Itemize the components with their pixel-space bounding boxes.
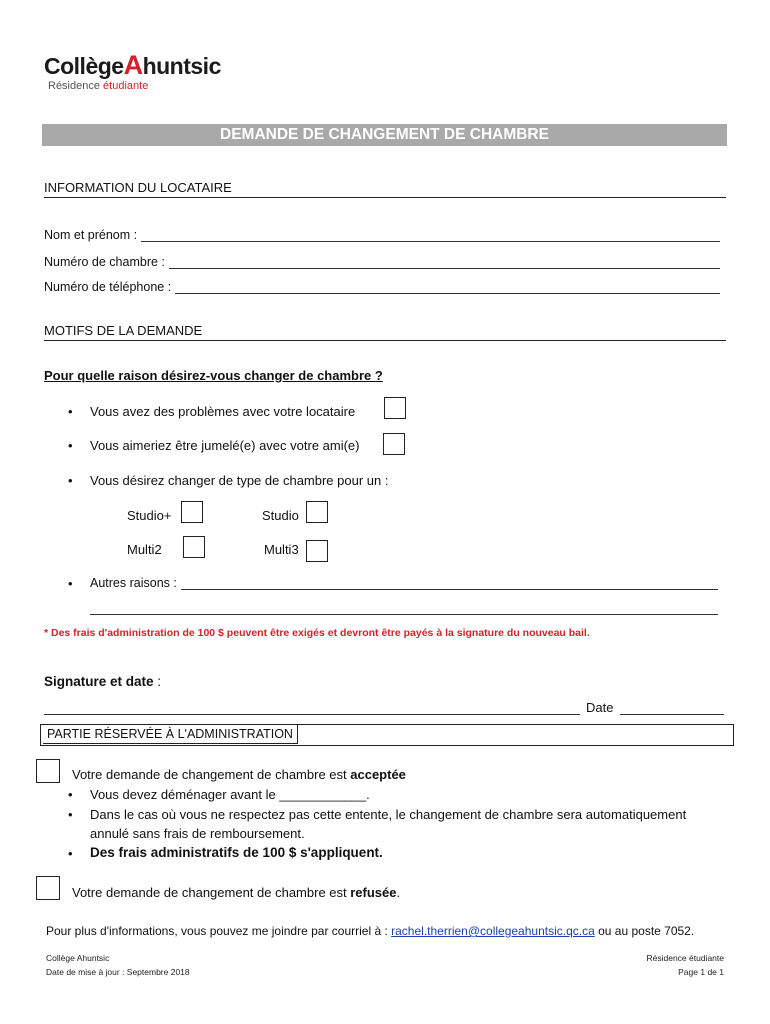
reason-option-2: Vous aimeriez être jumelé(e) avec votre ami(e) [90, 438, 360, 453]
room-type-studio-label: Studio [262, 508, 299, 523]
admin-section [40, 724, 734, 746]
fees-apply-text: Des frais administratifs de 100 $ s'appliquent. [90, 845, 383, 860]
signature-heading [44, 674, 161, 689]
contact-suffix: ou au poste 7052. [598, 924, 695, 938]
accepted-word: acceptée [350, 767, 406, 782]
room-type-studio-plus-checkbox[interactable] [181, 501, 203, 523]
signature-line[interactable] [44, 714, 580, 715]
not-respected-text: Dans le cas où vous ne respectez pas cette entente, le changement de chambre sera automatiquement [90, 807, 687, 822]
not-respected-text-2: annulé sans frais de remboursement. [90, 826, 305, 841]
name-line[interactable] [141, 229, 720, 242]
refused-checkbox[interactable] [36, 876, 60, 900]
bullet-icon: • [68, 438, 73, 453]
bullet-icon: • [68, 787, 73, 802]
bullet-icon: • [68, 473, 73, 488]
room-field[interactable] [44, 255, 720, 269]
other-reasons-line[interactable] [181, 577, 718, 590]
logo-huntsic-text: huntsic [142, 53, 221, 79]
logo-subtitle [48, 80, 148, 92]
logo-college-text: Collège [44, 53, 124, 79]
college-logo [44, 50, 221, 81]
signature-colon: : [153, 674, 162, 689]
refused-prefix: Votre demande de changement de chambre est [72, 885, 347, 900]
reason-1-checkbox[interactable] [384, 397, 406, 419]
room-type-multi3-label: Multi3 [264, 542, 299, 557]
other-reasons-line-2[interactable] [90, 614, 718, 615]
date-label: Date [586, 700, 614, 715]
phone-label: Numéro de téléphone : [44, 280, 172, 294]
reason-option-3: Vous désirez changer de type de chambre pour un : [90, 473, 389, 488]
bullet-icon: • [68, 846, 73, 861]
contact-email-link[interactable]: rachel.therrien@collegeahuntsic.qc.ca [391, 924, 595, 938]
signature-label: Signature et date [44, 674, 154, 689]
room-type-studio-checkbox[interactable] [306, 501, 328, 523]
contact-prefix: Pour plus d'informations, vous pouvez me joindre par courriel à : [46, 924, 388, 938]
room-label: Numéro de chambre : [44, 255, 165, 269]
section-tenant-heading: INFORMATION DU LOCATAIRE [44, 180, 726, 198]
reason-question: Pour quelle raison désirez-vous changer de chambre ? [44, 368, 383, 383]
move-before-text: Vous devez déménager avant le ____________. [90, 787, 370, 802]
footer-left-line-2: Date de mise à jour : Septembre 2018 [46, 967, 190, 977]
bullet-icon: • [68, 807, 73, 822]
room-line[interactable] [169, 256, 720, 269]
reason-option-1: Vous avez des problèmes avec votre locataire [90, 404, 356, 419]
room-type-multi3-checkbox[interactable] [306, 540, 328, 562]
room-type-multi2-checkbox[interactable] [183, 536, 205, 558]
footer-right-line-2: Page 1 de 1 [678, 967, 724, 977]
name-field[interactable] [44, 228, 720, 242]
footer-left-line-1: Collège Ahuntsic [46, 953, 110, 963]
name-label: Nom et prénom : [44, 228, 138, 242]
logo-a-letter: A [123, 50, 143, 80]
other-reasons-field[interactable] [90, 576, 718, 590]
accepted-checkbox[interactable] [36, 759, 60, 783]
other-reasons-label: Autres raisons : [90, 576, 177, 590]
reason-2-checkbox[interactable] [383, 433, 405, 455]
phone-field[interactable] [44, 280, 720, 294]
logo-etudiante-text: étudiante [103, 80, 149, 92]
room-type-multi2-label: Multi2 [127, 542, 162, 557]
admin-heading: PARTIE RÉSERVÉE À L'ADMINISTRATION [43, 725, 298, 744]
date-line[interactable] [620, 714, 724, 715]
phone-line[interactable] [175, 281, 720, 294]
refused-word: refusée [350, 885, 397, 900]
footer-right-line-1: Résidence étudiante [646, 953, 724, 963]
fee-note: * Des frais d'administration de 100 $ peuvent être exigés et devront être payés à la signature du nouveau bail. [44, 627, 590, 639]
refused-line [72, 885, 400, 900]
section-reasons-heading: MOTIFS DE LA DEMANDE [44, 323, 726, 341]
accepted-line [72, 767, 406, 782]
accepted-prefix: Votre demande de changement de chambre est [72, 767, 347, 782]
form-title: DEMANDE DE CHANGEMENT DE CHAMBRE [42, 124, 727, 146]
room-type-studio-plus-label: Studio+ [127, 508, 172, 523]
bullet-icon: • [68, 404, 73, 419]
refused-period: . [396, 885, 401, 900]
logo-residence-text: Résidence [48, 80, 100, 92]
bullet-icon: • [68, 576, 73, 591]
contact-line [46, 924, 694, 938]
